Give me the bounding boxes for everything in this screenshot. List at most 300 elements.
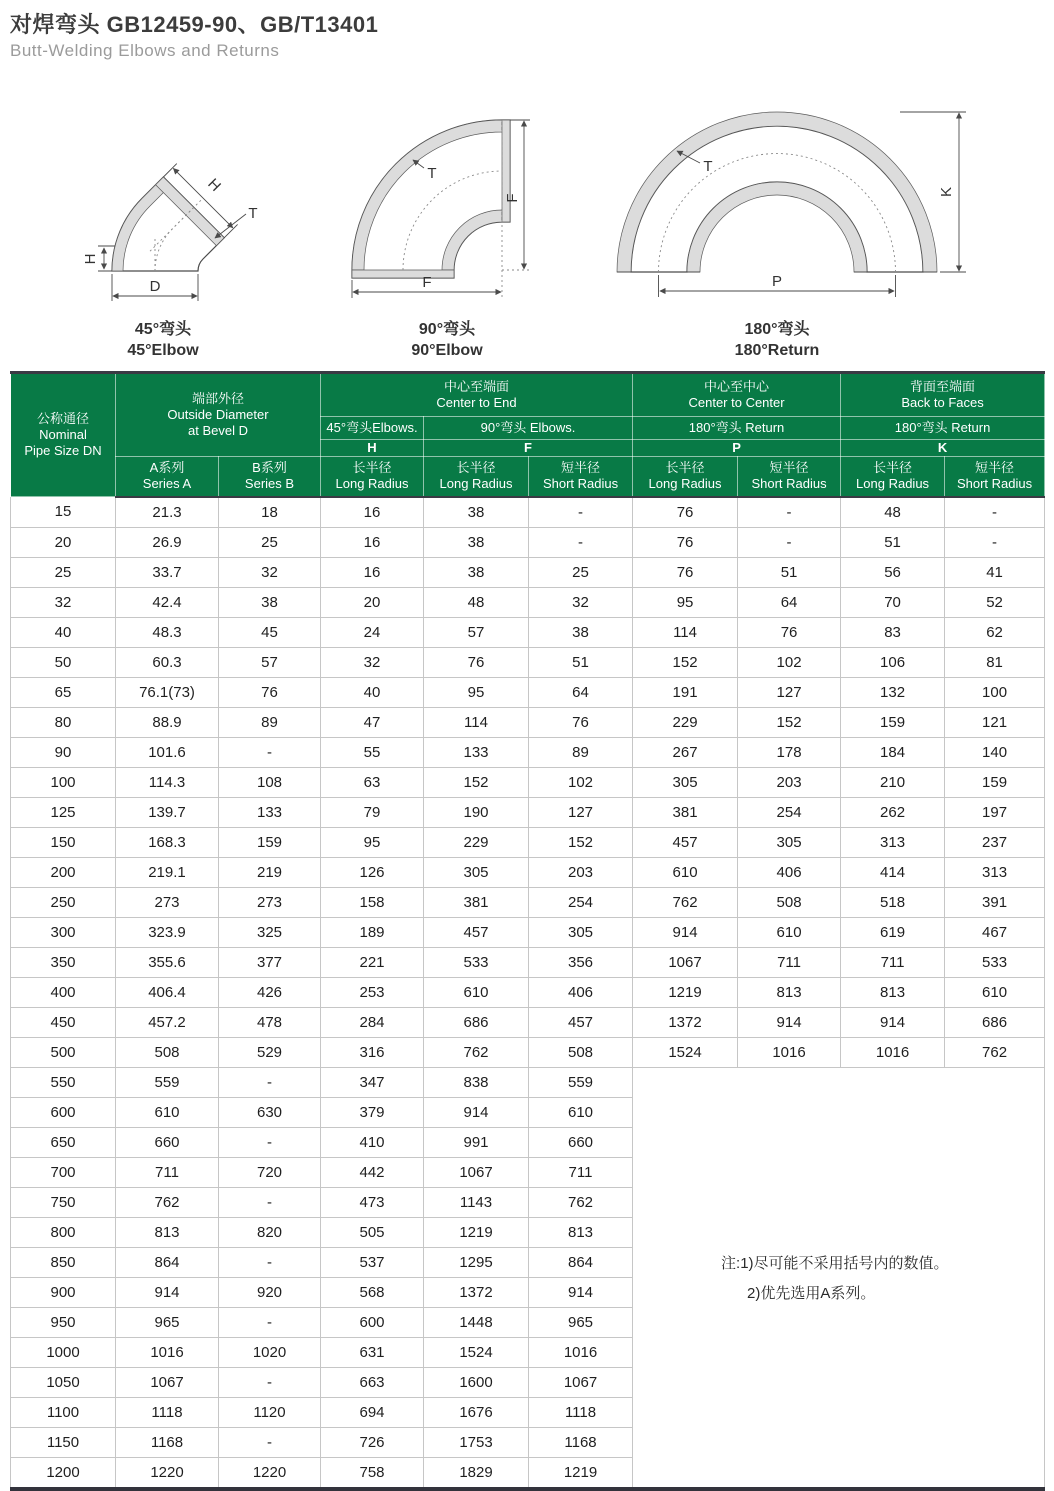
header-sr-en: Short Radius [956,476,1033,492]
table-row [11,917,1045,947]
cell: 25 [219,527,321,557]
cell: 51 [738,557,841,587]
figure-elbow-90 [330,98,570,328]
header-cte-en: Center to End [436,395,517,410]
cell: 41 [945,557,1045,587]
cell: 1448 [424,1307,529,1337]
cell: - [219,1307,321,1337]
cell: 377 [219,947,321,977]
header-return-180-p: 180°弯头 Return [633,417,841,440]
cell: 619 [841,917,945,947]
cell: 813 [116,1217,219,1247]
cell: 400 [11,977,116,1007]
cell: 158 [321,887,424,917]
table-row [11,767,1045,797]
header-nominal-size [11,373,116,497]
cell: 152 [633,647,738,677]
cell: 1200 [11,1457,116,1489]
cell: - [219,1187,321,1217]
cell: 184 [841,737,945,767]
cell: 610 [424,977,529,1007]
cell: 273 [116,887,219,917]
cell: 284 [321,1007,424,1037]
header-p-long-radius [633,457,738,497]
cell: 762 [633,887,738,917]
cell: 189 [321,917,424,947]
cell: 450 [11,1007,116,1037]
cell: 1067 [424,1157,529,1187]
cell: 610 [738,917,841,947]
cell: - [945,497,1045,528]
cell: 820 [219,1217,321,1247]
table-body [11,497,1045,1489]
header-series-b [219,457,321,497]
cell: 1220 [219,1457,321,1489]
cell: 125 [11,797,116,827]
header-ctc-zh: 中心至中心 [704,379,770,395]
cell: 750 [11,1187,116,1217]
cell: 38 [424,527,529,557]
cell: 559 [529,1067,633,1097]
elbow-90-bottom-bevel [352,270,454,278]
cell: 379 [321,1097,424,1127]
cell: 347 [321,1067,424,1097]
cell: 229 [424,827,529,857]
cell: 254 [529,887,633,917]
header-lr-zh: 长半径 [873,460,913,476]
cell: 64 [529,677,633,707]
cell: 70 [841,587,945,617]
cell: 356 [529,947,633,977]
cell: 21.3 [116,497,219,528]
cell: 76 [738,617,841,647]
cell: 132 [841,677,945,707]
title-block [10,8,378,61]
cell: 219 [219,857,321,887]
cell: 1219 [633,977,738,1007]
cell: 762 [116,1187,219,1217]
caption-return-180 [702,320,852,362]
dim-label-p: P [771,273,783,290]
cell: 1219 [529,1457,633,1489]
cell: 89 [219,707,321,737]
cell: 559 [116,1067,219,1097]
header-p-short-radius [738,457,841,497]
header-sr-zh: 短半径 [769,460,809,476]
cell: 203 [738,767,841,797]
return-180-drawing [617,112,966,297]
cell: 305 [633,767,738,797]
cell: 42.4 [116,587,219,617]
cell: 1050 [11,1367,116,1397]
cell: 50 [11,647,116,677]
cell: 45 [219,617,321,647]
cell: 813 [529,1217,633,1247]
cell: 762 [945,1037,1045,1067]
cell: 850 [11,1247,116,1277]
table-row [11,1067,1045,1097]
cell: 40 [321,677,424,707]
cell: - [219,737,321,767]
cell: 529 [219,1037,321,1067]
cell: 76 [219,677,321,707]
cell: 711 [738,947,841,977]
cell: 711 [841,947,945,977]
cell: 114 [424,707,529,737]
header-od-zh: 端部外径 [191,391,244,407]
cell: 190 [424,797,529,827]
cell: 126 [321,857,424,887]
dim-label-k: K [938,186,955,198]
table-row [11,707,1045,737]
cell: 813 [738,977,841,1007]
caption-elbow-45 [88,320,238,362]
cell: 800 [11,1217,116,1247]
elbow-45-drawing [82,164,258,301]
cell: 1219 [424,1217,529,1247]
cell: 1000 [11,1337,116,1367]
cell: 56 [841,557,945,587]
cell: 568 [321,1277,424,1307]
cell: 305 [529,917,633,947]
cell: 762 [529,1187,633,1217]
table-row [11,677,1045,707]
cell: 33.7 [116,557,219,587]
cell: - [529,497,633,528]
cell: 660 [529,1127,633,1157]
cell: 1143 [424,1187,529,1217]
table-row [11,587,1045,617]
cell: 32 [11,587,116,617]
cell: 1372 [633,1007,738,1037]
cell: 711 [116,1157,219,1187]
cell: 1295 [424,1247,529,1277]
cell: 914 [633,917,738,947]
cell: 610 [116,1097,219,1127]
cell: 262 [841,797,945,827]
cell: 700 [11,1157,116,1187]
header-nominal-en1: Nominal [39,427,87,443]
return-180-ring [631,126,923,272]
table-row [11,887,1045,917]
cell: 20 [321,587,424,617]
cell: 323.9 [116,917,219,947]
cell: 1524 [633,1037,738,1067]
cell: 1067 [116,1367,219,1397]
cell: 457.2 [116,1007,219,1037]
cell: 950 [11,1307,116,1337]
cell: 38 [424,557,529,587]
cell: 965 [529,1307,633,1337]
cell: 1372 [424,1277,529,1307]
cell: 159 [945,767,1045,797]
cell: 106 [841,647,945,677]
cell: 62 [945,617,1045,647]
header-btf-en: Back to Faces [901,395,984,410]
cell: 1524 [424,1337,529,1367]
table-note-cell [633,1067,1045,1489]
cell: 76 [424,647,529,677]
dim-label-t: T [248,205,258,222]
cell: 159 [219,827,321,857]
figure-elbow-45 [60,108,320,323]
cell: 48.3 [116,617,219,647]
cell: 533 [945,947,1045,977]
cell: 1676 [424,1397,529,1427]
cell: 518 [841,887,945,917]
table-row [11,737,1045,767]
cell: 313 [945,857,1045,887]
cell: 40 [11,617,116,647]
cell: 20 [11,527,116,557]
cell: 1100 [11,1397,116,1427]
caption-elbow-90-zh: 90°弯头 [418,321,476,338]
header-f-long-radius [424,457,529,497]
cell: 610 [945,977,1045,1007]
cell: 350 [11,947,116,977]
cell: - [219,1367,321,1397]
cell: 60.3 [116,647,219,677]
cell: 121 [945,707,1045,737]
header-series-a-zh: A系列 [149,460,185,476]
cell: 203 [529,857,633,887]
cell: 38 [529,617,633,647]
cell: 48 [841,497,945,528]
cell: 406.4 [116,977,219,1007]
cell: 65 [11,677,116,707]
cell: 1016 [529,1337,633,1367]
header-od-en1: Outside Diameter [167,407,269,423]
cell: - [219,1067,321,1097]
cell: 914 [116,1277,219,1307]
cell: 600 [11,1097,116,1127]
cell: 102 [529,767,633,797]
cell: 24 [321,617,424,647]
cell: 102 [738,647,841,677]
cell: 200 [11,857,116,887]
cell: 600 [321,1307,424,1337]
cell: 254 [738,797,841,827]
cell: 127 [738,677,841,707]
cell: 355.6 [116,947,219,977]
cell: 1150 [11,1427,116,1457]
cell: 838 [424,1067,529,1097]
cell: 133 [424,737,529,767]
cell: 550 [11,1067,116,1097]
cell: 410 [321,1127,424,1157]
cell: 76.1(73) [116,677,219,707]
header-nominal-en2: Pipe Size DN [24,442,102,458]
cell: 1600 [424,1367,529,1397]
cell: 152 [738,707,841,737]
header-back-to-faces [841,373,1045,417]
header-series-a [116,457,219,497]
table-row [11,647,1045,677]
header-return-180-k: 180°弯头 Return [841,417,1045,440]
table-row [11,497,1045,528]
cell: 219.1 [116,857,219,887]
table-row [11,797,1045,827]
cell: 442 [321,1157,424,1187]
header-lr-en: Long Radius [335,476,409,492]
cell: 813 [841,977,945,1007]
cell: 32 [321,647,424,677]
cell: 426 [219,977,321,1007]
caption-return-180-zh: 180°弯头 [744,321,810,338]
cell: 500 [11,1037,116,1067]
cell: 1168 [529,1427,633,1457]
header-sr-zh: 短半径 [561,460,601,476]
cell: 1016 [116,1337,219,1367]
table-row [11,527,1045,557]
cell: 25 [11,557,116,587]
cell: 1016 [738,1037,841,1067]
cell: 76 [633,527,738,557]
cell: 650 [11,1127,116,1157]
header-outside-diameter [116,373,321,457]
cell: 48 [424,587,529,617]
cell: 391 [945,887,1045,917]
table-row [11,557,1045,587]
cell: 16 [321,497,424,528]
header-f-short-radius [529,457,633,497]
cell: 1168 [116,1427,219,1457]
header-lr-en: Long Radius [439,476,513,492]
cell: - [219,1127,321,1157]
cell: 663 [321,1367,424,1397]
header-lr-zh: 长半径 [352,460,392,476]
cell: 159 [841,707,945,737]
cell: 168.3 [116,827,219,857]
cell: 660 [116,1127,219,1157]
cell: 16 [321,527,424,557]
cell: 221 [321,947,424,977]
cell: 508 [529,1037,633,1067]
cell: 88.9 [116,707,219,737]
cell: 610 [633,857,738,887]
header-series-a-en: Series A [142,476,192,492]
cell: 1020 [219,1337,321,1367]
cell: 191 [633,677,738,707]
header-center-to-center [633,373,841,417]
dim-label-f-horizontal: F [422,274,432,291]
header-letter-p: P [633,440,841,457]
table-header [11,373,1045,497]
header-btf-zh: 背面至端面 [910,379,976,395]
cell: 38 [424,497,529,528]
header-series-b-en: Series B [244,476,295,492]
cell: 253 [321,977,424,1007]
table-row [11,1007,1045,1037]
cell: 32 [219,557,321,587]
dim-label-h-end: H [204,175,224,195]
cell: 406 [738,857,841,887]
cell: 864 [529,1247,633,1277]
cell: 51 [841,527,945,557]
cell: 18 [219,497,321,528]
note-line-1: 注:1)尽可能不采用括号内的数值。 [721,1254,949,1272]
cell: 313 [841,827,945,857]
cell: 150 [11,827,116,857]
caption-elbow-90-en: 90°Elbow [411,341,483,359]
header-nominal-zh: 公称通径 [36,411,89,427]
cell: 152 [529,827,633,857]
cell: 406 [529,977,633,1007]
header-ctc-en: Center to Center [688,395,785,410]
cell: 90 [11,737,116,767]
cell: 316 [321,1037,424,1067]
table-row [11,617,1045,647]
dim-label-t: T [703,158,713,175]
cell: 15 [11,497,116,528]
cell: 1753 [424,1427,529,1457]
cell: 178 [738,737,841,767]
header-sr-en: Short Radius [542,476,619,492]
cell: 720 [219,1157,321,1187]
cell: 108 [219,767,321,797]
spec-table [10,371,1045,1491]
cell: 1220 [116,1457,219,1489]
cell: 1120 [219,1397,321,1427]
header-letter-k: K [841,440,1045,457]
cell: 63 [321,767,424,797]
cell: 381 [633,797,738,827]
header-od-en2: at Bevel D [188,422,248,438]
cell: 686 [945,1007,1045,1037]
cell: 51 [529,647,633,677]
header-lr-en: Long Radius [648,476,722,492]
note-line-2: 2)优先选用A系列。 [747,1284,876,1302]
cell: 76 [633,557,738,587]
cell: 38 [219,587,321,617]
cell: 26.9 [116,527,219,557]
figure-return-180 [600,95,1020,345]
cell: 533 [424,947,529,977]
header-lr-zh: 长半径 [665,460,705,476]
cell: 95 [321,827,424,857]
cell: 991 [424,1127,529,1157]
cell: 76 [633,497,738,528]
cell: 57 [219,647,321,677]
caption-elbow-90 [372,320,522,362]
cell: 127 [529,797,633,827]
cell: 300 [11,917,116,947]
cell: 52 [945,587,1045,617]
cell: 1067 [633,947,738,977]
elbow-90-right-bevel [502,120,510,222]
cell: 100 [945,677,1045,707]
cell: 1118 [529,1397,633,1427]
cell: 457 [424,917,529,947]
cell: 414 [841,857,945,887]
cell: 711 [529,1157,633,1187]
cell: 133 [219,797,321,827]
header-letter-f: F [424,440,633,457]
cell: 237 [945,827,1045,857]
cell: 537 [321,1247,424,1277]
cell: - [738,527,841,557]
cell: 95 [424,677,529,707]
cell: 16 [321,557,424,587]
cell: 95 [633,587,738,617]
cell: - [219,1247,321,1277]
cell: 114.3 [116,767,219,797]
cell: 914 [529,1277,633,1307]
header-center-to-end [321,373,633,417]
caption-elbow-45-zh: 45°弯头 [134,321,192,338]
header-lr-zh: 长半径 [456,460,496,476]
cell: - [219,1427,321,1457]
